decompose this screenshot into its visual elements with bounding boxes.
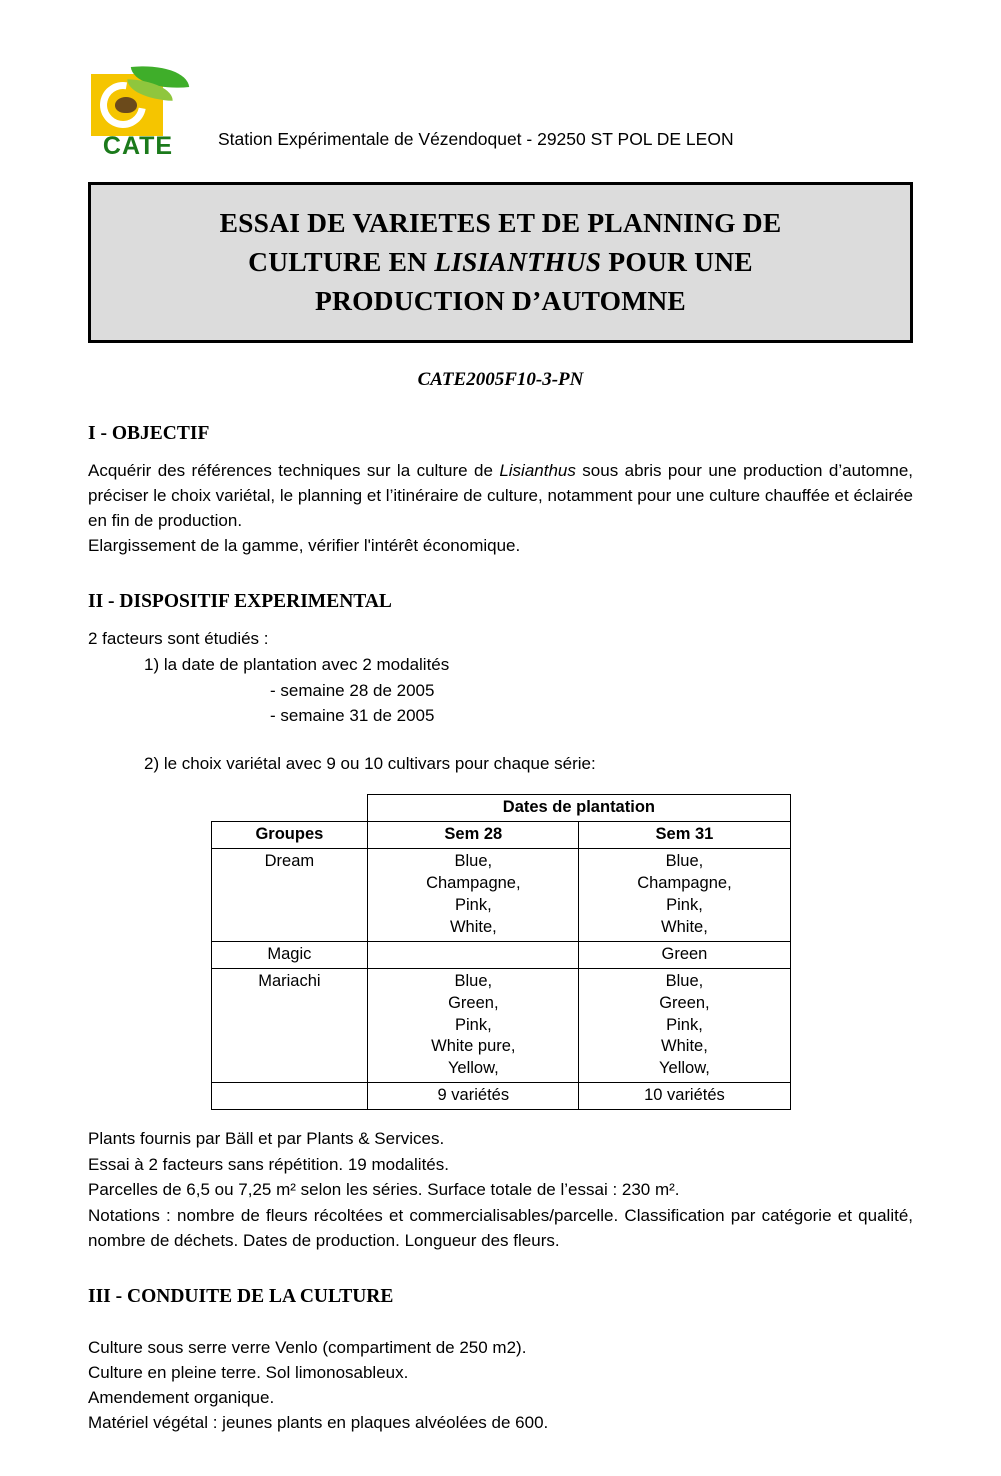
document-content [0,423,1001,1476]
table-cell-total-sem31: 10 variétés [579,1083,790,1110]
dispositif-item-1-sub-1: - semaine 28 de 2005 [270,680,435,700]
table-row-top-header [211,795,790,822]
table-cell-empty-corner [211,795,368,822]
table-cell-sem28: Blue, Green, Pink, White pure, Yellow, [368,968,579,1083]
conduite-line: Culture sous serre verre Venlo (compartiment de 250 m2). [88,1337,527,1357]
title-line-2-italic: LISIANTHUS [434,246,602,278]
table-cell-sem28 [368,941,579,968]
document-header [0,0,1001,166]
title-line-2 [111,242,890,281]
section-heading-objectif: I - OBJECTIF [88,423,210,445]
dispositif-item-2: 2) le choix variétal avec 9 ou 10 cultivars pour chaque série: [144,753,596,773]
document-title-box [88,182,913,343]
table-row [211,968,790,1083]
objectif-paragraph-2: Elargissement de la gamme, vérifier l'intérêt économique. [88,536,521,556]
spacer [88,1322,913,1336]
table-row-column-headers [211,822,790,849]
conduite-line: Culture en pleine terre. Sol limonosableux. [88,1362,409,1382]
title-line-3: PRODUCTION D’AUTOMNE [315,285,686,317]
section-heading-dispositif: II - DISPOSITIF EXPERIMENTAL [88,591,392,613]
after-table-line: Plants fournis par Bäll et par Plants & Services. [88,1129,445,1149]
spacer [88,729,913,751]
objectif-paragraph-1 [88,459,913,534]
table-cell-groupe: Mariachi [211,968,368,1083]
table-cell-groupe: Dream [211,848,368,941]
document-code: CATE2005F10-3-PN [417,369,584,391]
objectif-p1-a: Acquérir des références techniques sur la culture de [88,461,500,481]
table-header-groupes: Groupes [211,822,368,849]
dispositif-after-table [88,1126,913,1254]
table-cell-sem31: Green [579,941,790,968]
after-table-line: Notations : nombre de fleurs récoltées et commercialisables/parcelle. Classification par catégorie et qualité, nombre de déchets. Dates de production. Longueur des fleurs. [88,1205,913,1251]
table-cell-total-sem28: 9 variétés [368,1083,579,1110]
logo-text: CATE [102,132,174,160]
dispositif-intro: 2 facteurs sont étudiés : [88,629,269,649]
table-cell-total-groupe [211,1083,368,1110]
conduite-line: Matériel végétal : jeunes plants en plaques alvéolées de 600. [88,1412,549,1432]
table-row [211,941,790,968]
varieties-table [211,794,791,1110]
section-heading-conduite: III - CONDUITE DE LA CULTURE [88,1285,394,1307]
title-line-1: ESSAI DE VARIETES ET DE PLANNING DE [219,207,782,238]
table-row [211,848,790,941]
title-line-2-post: POUR UNE [601,246,753,278]
table-header-dates: Dates de plantation [368,795,790,822]
logo-seed-icon [115,97,137,113]
title-line-2-pre: CULTURE EN [248,246,435,278]
table-cell-sem31: Blue, Green, Pink, White, Yellow, [579,968,790,1083]
conduite-line: Amendement organique. [88,1387,275,1407]
cate-logo [88,58,188,166]
objectif-p1-italic: Lisianthus [499,461,576,481]
dispositif-item-1-sub-2: - semaine 31 de 2005 [270,706,435,726]
varieties-table-wrapper [88,776,913,1110]
table-cell-groupe: Magic [211,941,368,968]
table-cell-sem31: Blue, Champagne, Pink, White, [579,848,790,941]
table-header-sem28: Sem 28 [368,822,579,849]
objectif-p1-b: sous abris pour une production d’automne, préciser le choix variétal, le planning et l’itinéraire de culture, notamment pour une culture chauffée et éclairée en fin de production. [88,461,913,531]
after-table-line: Essai à 2 facteurs sans répétition. 19 modalités. [88,1154,449,1174]
table-row-total [211,1083,790,1110]
dispositif-item-1: 1) la date de plantation avec 2 modalités [144,655,450,675]
station-address: Station Expérimentale de Vézendoquet - 29250 ST POL DE LEON [218,129,734,149]
after-table-line: Parcelles de 6,5 ou 7,25 m² selon les séries. Surface totale de l’essai : 230 m². [88,1180,680,1200]
table-header-sem31: Sem 31 [579,822,790,849]
table-cell-sem28: Blue, Champagne, Pink, White, [368,848,579,941]
